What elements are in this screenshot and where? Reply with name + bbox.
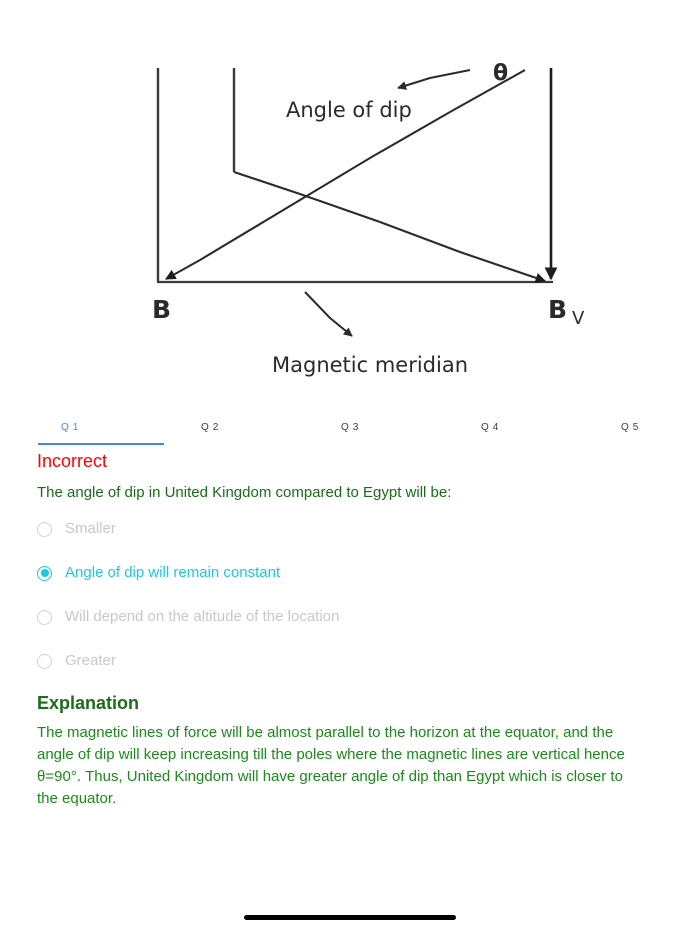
option-row-4[interactable] [37,649,663,673]
radio-icon-2-selected[interactable] [37,566,52,581]
tab-q2[interactable]: Q 2 [201,422,219,433]
radio-icon-4[interactable] [37,654,52,669]
tab-q1[interactable]: Q 1 [61,422,79,433]
tab-q3[interactable]: Q 3 [341,422,359,433]
option-label-2: Angle of dip will remain constant [65,564,281,581]
diagram-bv-subscript-label: V [572,308,585,329]
diagram-descending-ray [234,172,545,281]
explanation-heading: Explanation [37,693,140,713]
diagram-angle-of-dip-label: Angle of dip [286,98,412,122]
answer-options-list [37,517,663,673]
tab-q5[interactable]: Q 5 [621,422,639,433]
physics-diagram [0,0,700,400]
explanation-body: The magnetic lines of force will be almost parallel to the horizon at the equator, and the angle of dip will keep increasing till the poles where the magnetic lines are vertical hence θ=90°. Thus, United Kingdom will have greater angle of dip than Egypt which is closer to the equator. [37,724,625,807]
option-row-1[interactable] [37,517,663,541]
question-text: The angle of dip in United Kingdom compared to Egypt will be: [37,484,452,501]
diagram-magnetic-meridian-label: Magnetic meridian [272,353,469,377]
home-indicator[interactable] [244,915,456,920]
radio-icon-3[interactable] [37,610,52,625]
diagram-theta-label: θ [493,61,509,86]
option-row-2[interactable] [37,561,663,585]
diagram-angle-of-dip-leader [398,70,470,88]
option-label-1: Smaller [65,520,116,537]
tab-q4[interactable]: Q 4 [481,422,499,433]
diagram-bv-label: B [548,295,568,324]
diagram-b-label: B [152,295,172,324]
active-tab-indicator [38,443,164,445]
result-verdict: Incorrect [37,451,108,471]
radio-icon-1[interactable] [37,522,52,537]
option-label-4: Greater [65,652,116,669]
diagram-magnetic-meridian-leader [305,292,352,336]
option-label-3: Will depend on the altitude of the location [65,608,340,625]
question-review-content [37,449,663,810]
question-tab-bar[interactable] [0,418,700,446]
option-row-3[interactable] [37,605,663,629]
